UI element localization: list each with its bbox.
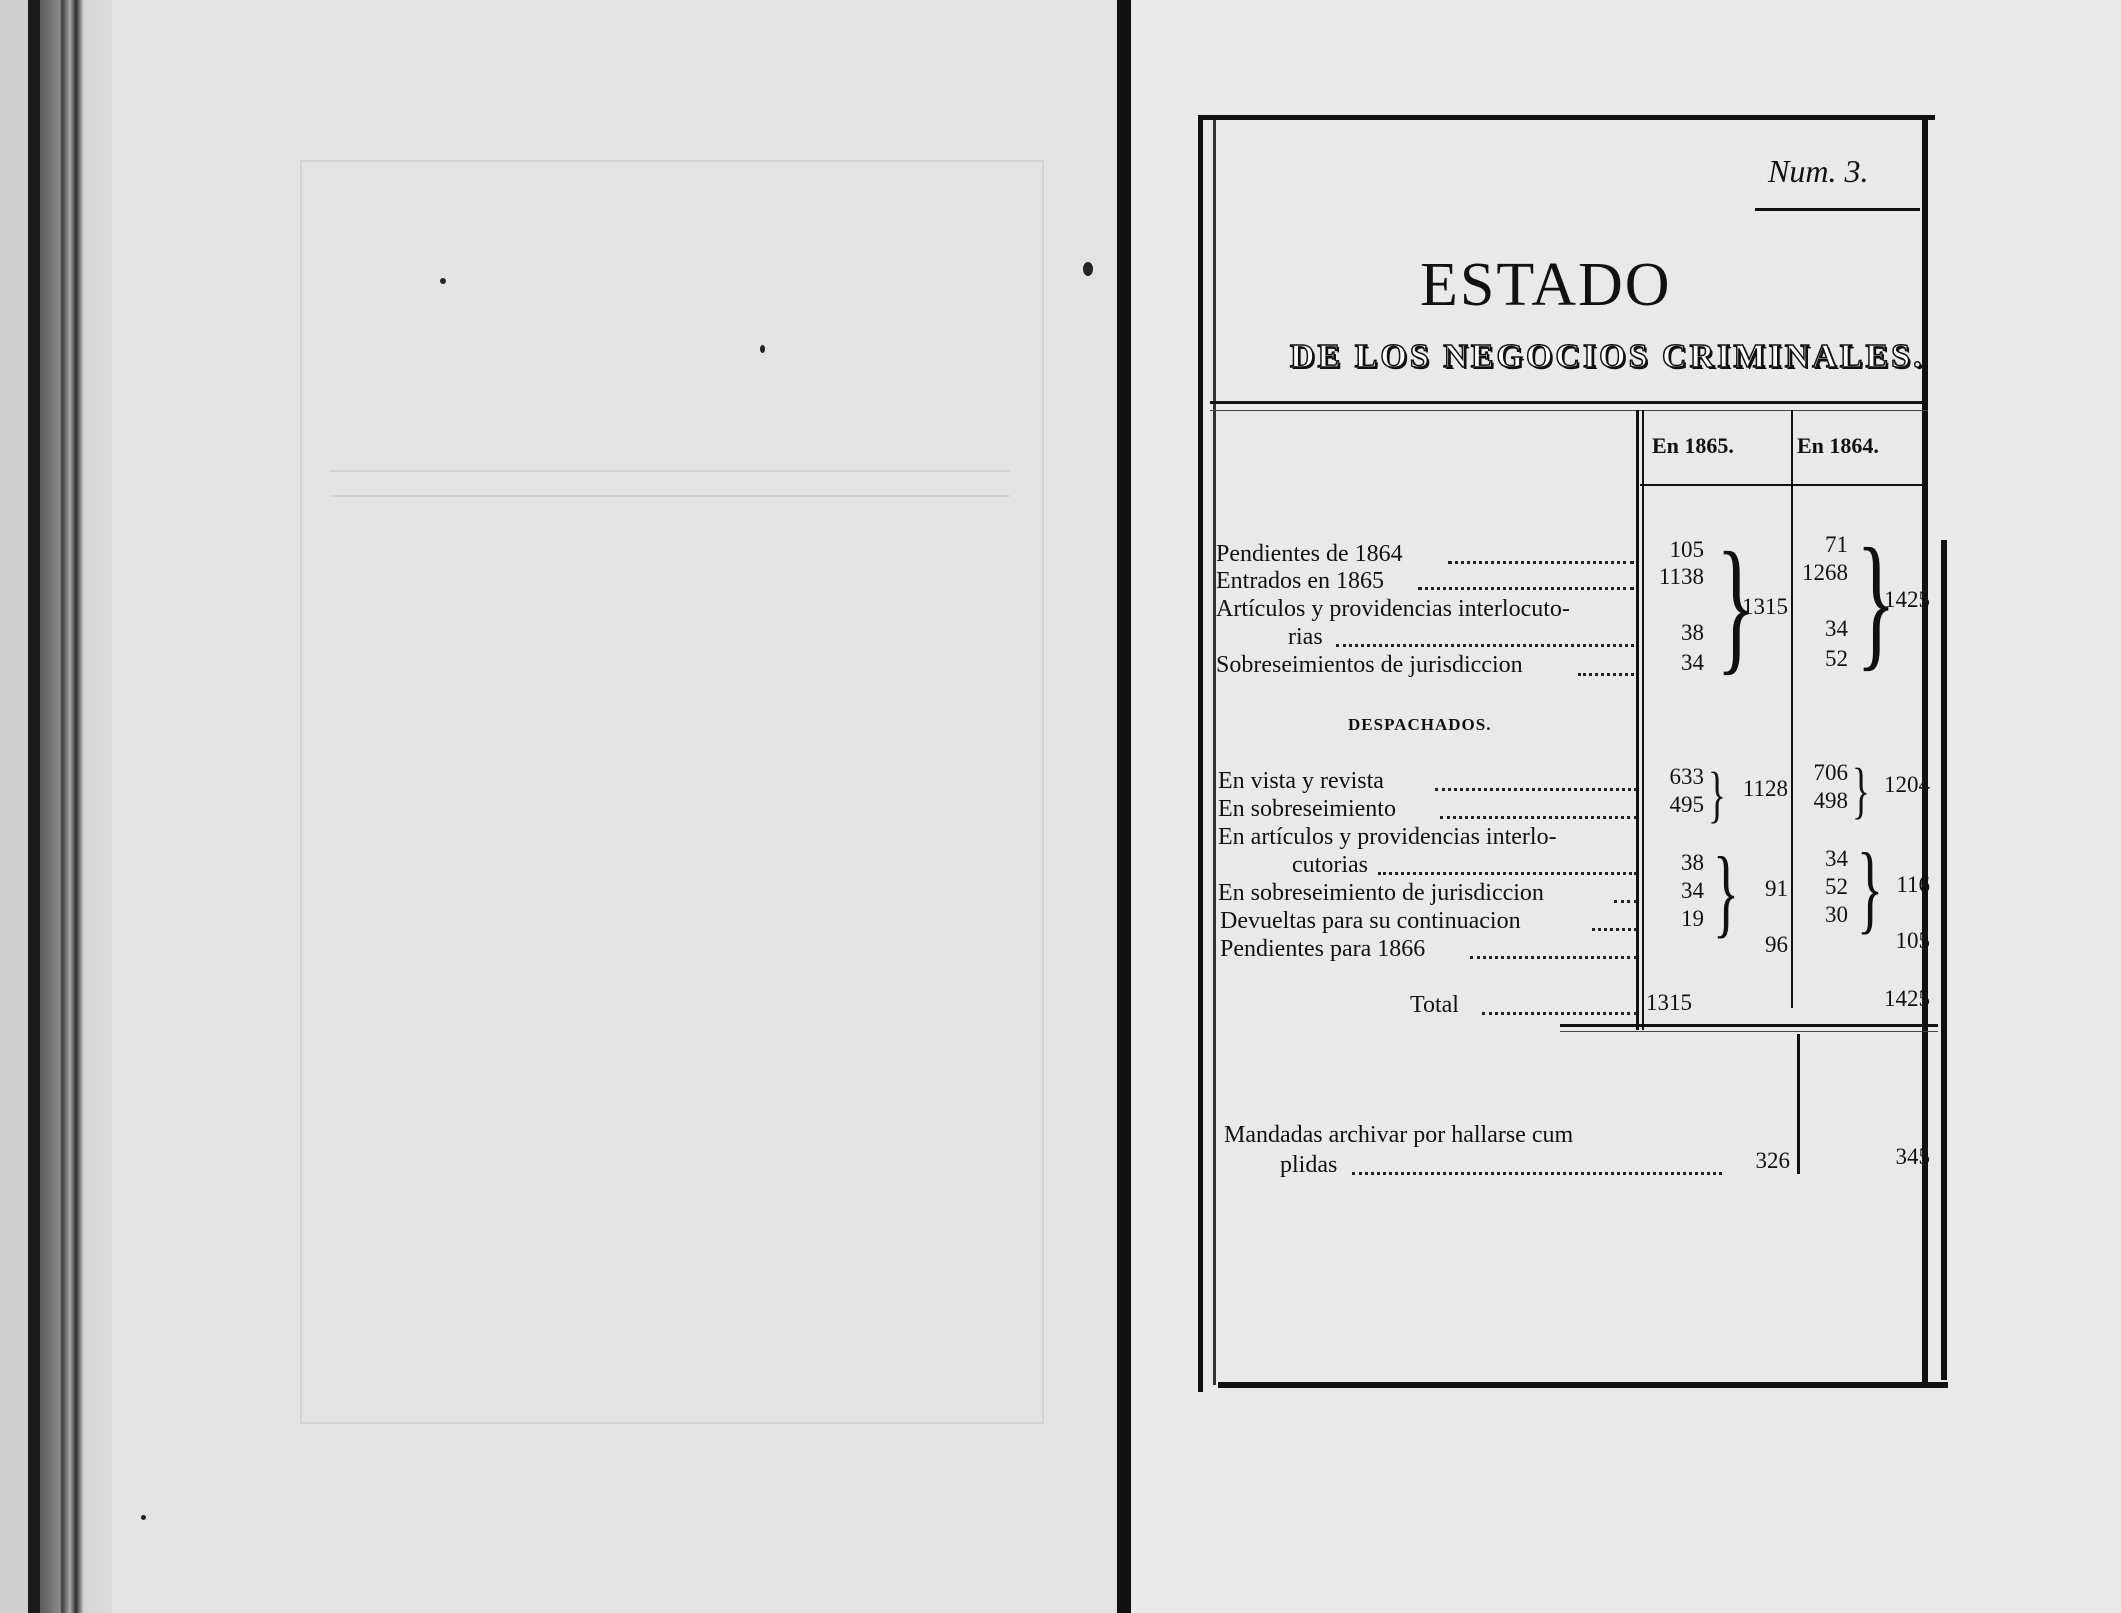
group-sum-1865: 1128	[1742, 776, 1788, 801]
column-header-1865: En 1865.	[1652, 433, 1734, 458]
leader-dots	[1435, 787, 1637, 791]
row-label: En sobreseimiento	[1218, 796, 1396, 822]
row-label-continuation: cutorias	[1292, 852, 1368, 878]
frame-inner-line	[1213, 120, 1216, 1385]
value-1864: 1268	[1802, 560, 1848, 585]
value-1864: 34	[1825, 616, 1848, 641]
value-1865: 34	[1681, 878, 1704, 903]
row-label-continuation: plidas	[1280, 1152, 1338, 1178]
value-1865: 633	[1669, 764, 1704, 789]
book-spine-edge	[0, 0, 112, 1613]
value-1865: 38	[1681, 850, 1704, 875]
value-1864: 345	[1895, 1144, 1930, 1169]
bleed-through-frame	[300, 160, 1044, 1424]
group-sum-1864: 116	[1896, 872, 1930, 897]
frame-right-border-lower	[1941, 540, 1947, 1380]
leader-dots	[1482, 1011, 1637, 1015]
total-1864: 1425	[1884, 986, 1930, 1011]
leader-dots	[1448, 560, 1634, 564]
brace: }	[1716, 522, 1756, 688]
value-1864: 71	[1825, 532, 1848, 557]
value-1865: 19	[1681, 906, 1704, 931]
brace: }	[1856, 518, 1896, 684]
row-label: Pendientes para 1866	[1220, 936, 1426, 962]
pending-1864: 105	[1895, 928, 1930, 953]
total-1865: 1315	[1646, 990, 1692, 1015]
bleed-through-rule	[330, 495, 1010, 497]
row-label: Entrados en 1865	[1216, 568, 1384, 594]
value-1865: 1138	[1658, 564, 1704, 589]
bleed-through-rule	[330, 470, 1010, 472]
value-1864: 30	[1825, 902, 1848, 927]
section-heading-despachados: DESPACHADOS.	[1348, 715, 1492, 734]
frame-right-border	[1922, 115, 1928, 1385]
column-header-rule	[1640, 484, 1926, 486]
sum-1865: 1315	[1742, 594, 1788, 619]
leader-dots	[1440, 815, 1637, 819]
page-title: ESTADO	[1420, 251, 1672, 319]
column-divider-middle	[1791, 410, 1793, 1008]
header-rule	[1210, 401, 1928, 404]
value-1865: 495	[1669, 792, 1704, 817]
leader-dots	[1378, 871, 1637, 875]
value-1864: 498	[1813, 788, 1848, 813]
leader-dots	[1578, 672, 1634, 676]
brace: }	[1851, 757, 1870, 825]
brace: }	[1712, 836, 1740, 947]
paper-speck	[440, 278, 446, 284]
value-1865: 105	[1669, 537, 1704, 562]
value-1864: 52	[1825, 646, 1848, 671]
row-label: Devueltas para su continuacion	[1220, 908, 1521, 934]
sum-1864: 1425	[1884, 587, 1930, 612]
column-divider-lower	[1797, 1034, 1800, 1174]
row-label: Pendientes de 1864	[1216, 541, 1403, 567]
row-label: Mandadas archivar por hallarse cum	[1224, 1122, 1574, 1148]
row-label-continuation: rias	[1288, 624, 1323, 650]
header-rule-thin	[1210, 410, 1928, 411]
row-label: Sobreseimientos de jurisdiccion	[1216, 652, 1523, 678]
leader-dots	[1336, 643, 1634, 647]
leader-dots	[1418, 586, 1634, 590]
leader-dots	[1352, 1171, 1722, 1175]
brace: }	[1707, 761, 1726, 829]
total-rule	[1560, 1024, 1938, 1027]
row-label: En artículos y providencias interlo-	[1218, 824, 1557, 850]
value-1864: 706	[1813, 760, 1848, 785]
paper-speck	[1083, 262, 1093, 276]
page-number-label: Num. 3.	[1768, 153, 1869, 189]
row-label: En sobreseimiento de jurisdiccion	[1218, 880, 1544, 906]
value-1865: 38	[1681, 620, 1704, 645]
row-label: Artículos y providencias interlocuto-	[1216, 596, 1570, 622]
brace: }	[1856, 832, 1884, 943]
total-label: Total	[1410, 992, 1459, 1018]
pending-1865: 96	[1765, 932, 1788, 957]
value-1865: 326	[1755, 1148, 1790, 1173]
group-sum-1864: 1204	[1884, 772, 1930, 797]
paper-speck	[760, 345, 765, 353]
leader-dots	[1614, 899, 1637, 903]
row-label: En vista y revista	[1218, 768, 1384, 794]
column-divider-left-thin	[1642, 410, 1644, 1030]
page-number-rule	[1755, 208, 1920, 211]
leader-dots	[1592, 927, 1637, 931]
paper-speck	[141, 1515, 146, 1520]
value-1864: 34	[1825, 846, 1848, 871]
page-subtitle: DE LOS NEGOCIOS CRIMINALES.	[1290, 338, 1925, 375]
leader-dots	[1470, 955, 1637, 959]
column-divider-left	[1636, 410, 1639, 1030]
value-1865: 34	[1681, 650, 1704, 675]
column-header-1864: En 1864.	[1797, 433, 1879, 458]
group-sum-1865: 91	[1765, 876, 1788, 901]
book-gutter	[1117, 0, 1131, 1613]
value-1864: 52	[1825, 874, 1848, 899]
frame-bottom-border	[1218, 1382, 1948, 1388]
total-rule-thin	[1560, 1031, 1938, 1032]
